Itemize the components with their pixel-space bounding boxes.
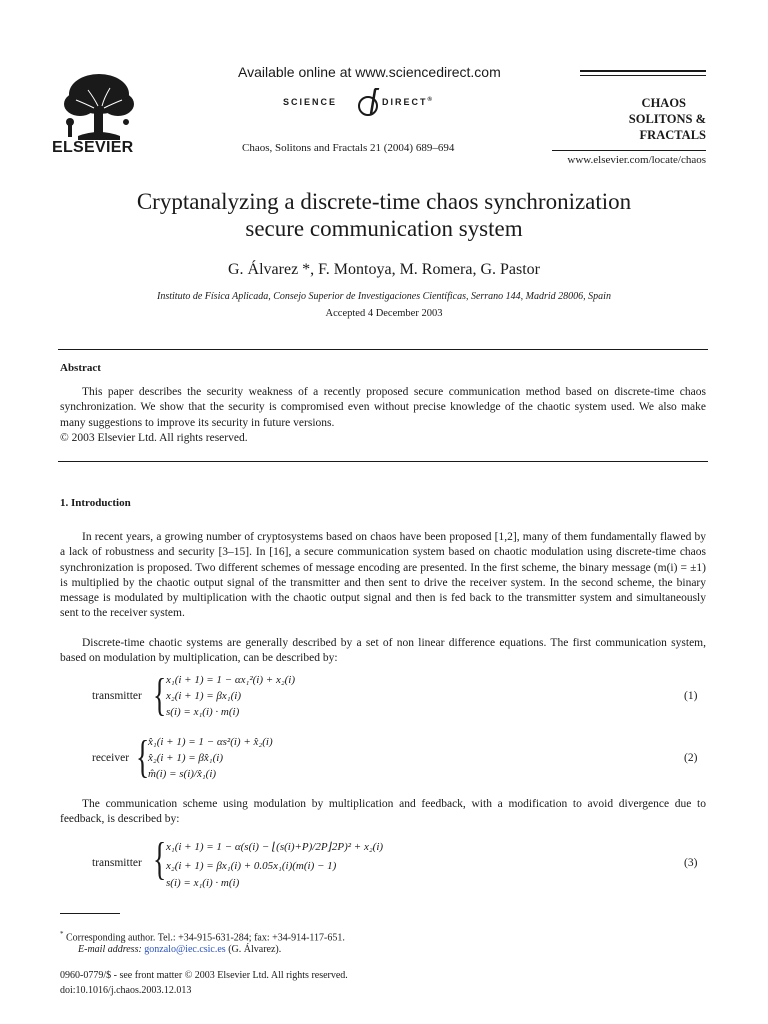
footnote-email-line: E-mail address: gonzalo@iec.csic.es (G. Álvarez). xyxy=(78,944,282,955)
sd-left-word: SCIENCE xyxy=(283,97,338,107)
issn-line: 0960-0779/$ - see front matter © 2003 Elsevier Ltd. All rights reserved. xyxy=(60,970,348,981)
email-link[interactable]: gonzalo@iec.csic.es xyxy=(144,944,226,955)
sciencedirect-logo xyxy=(283,92,443,116)
intro-paragraph-1: In recent years, a growing number of cryptosystems based on chaos have been proposed [1,2], many of them fundamentally flawed by a lack of robustness and security [3–15]. In [16], a secure communication system based on chaotic modulation using discrete-time chaos synchronization is proposed. Two different schemes of message encoding are presented. In the first scheme, the binary message (m(i) = ±1) is multiplied by the chaotic output signal of the transmitter and then sent to drive the receiver system. In the second scheme, the binary message is modulated by multiplication with the chaotic output signal and then is fed back to the transmitter system and simultaneously sent to the receiver system. xyxy=(60,531,706,620)
section-heading-introduction: 1. Introduction xyxy=(60,497,131,509)
equation-line: x₁(i + 1) = 1 − αx₁²(i) + x₂(i) xyxy=(166,674,296,686)
equation-brace: { xyxy=(153,833,167,884)
equation-label: transmitter xyxy=(92,690,142,702)
equation-line: x̂₂(i + 1) = βx̂₁(i) xyxy=(148,752,224,764)
journal-url[interactable]: www.elsevier.com/locate/chaos xyxy=(567,154,706,166)
equation-number: (3) xyxy=(684,857,698,869)
abstract-copyright: © 2003 Elsevier Ltd. All rights reserved. xyxy=(60,432,248,444)
header-rule-thin xyxy=(580,75,706,76)
footnote-marker: * xyxy=(60,930,64,938)
intro-paragraph-2: Discrete-time chaotic systems are generally described by a set of non linear difference equations. The first communication system, based on modulation by multiplication, can be described by: xyxy=(60,637,706,665)
footnote-rule xyxy=(60,913,120,914)
journal-name: CHAOS SOLITONS & FRACTALS xyxy=(628,96,706,142)
journal-citation: Chaos, Solitons and Fractals 21 (2004) 689–694 xyxy=(242,142,455,154)
url-rule xyxy=(552,150,706,151)
intro-paragraph-3: The communication scheme using modulation by multiplication and feedback, with a modification to avoid divergence due to feedback, is described by: xyxy=(60,798,706,826)
equation-line: m̂(i) = s(i)/x̂₁(i) xyxy=(148,768,217,780)
available-online-line: Available online at www.sciencedirect.com xyxy=(238,64,501,80)
abstract-text: This paper describes the security weakness of a recently proposed secure communication method based on discrete-time chaos synchronization. We show that the security is compromised even without precise knowledge of the chaotic system used. We also make many suggestions to improve its security in future versions. xyxy=(60,386,706,429)
publisher-name: ELSEVIER xyxy=(52,139,134,156)
equation-line: x̂₁(i + 1) = 1 − αs²(i) + x̂₂(i) xyxy=(148,736,273,748)
equation-line: s(i) = x₁(i) · m(i) xyxy=(166,877,240,889)
author-list: G. Álvarez *, F. Montoya, M. Romera, G. Pastor xyxy=(227,261,540,278)
sciencedirect-d-icon xyxy=(356,88,380,118)
divider-top xyxy=(58,349,708,350)
footnote-corresponding: * Corresponding author. Tel.: +34-915-631-284; fax: +34-914-117-651. xyxy=(60,930,345,944)
equation-line: x₂(i + 1) = βx₁(i) xyxy=(166,690,242,702)
affiliation: Instituto de Física Aplicada, Consejo Superior de Investigaciones Científicas, Serrano 144, Madrid 28006, Spain xyxy=(157,291,611,302)
sd-right-word: DIRECT® xyxy=(382,97,434,107)
equation-label: transmitter xyxy=(92,857,142,869)
equation-label: receiver xyxy=(92,752,130,764)
divider-bottom xyxy=(58,461,708,462)
header-rule xyxy=(580,70,706,72)
abstract-heading: Abstract xyxy=(60,362,101,374)
equation-line: s(i) = x₁(i) · m(i) xyxy=(166,706,240,718)
equation-brace: { xyxy=(153,669,167,720)
equation-line: x₁(i + 1) = 1 − α(s(i) − ⌊(s(i)+P)/2P⌋2P)² + x₂(i) xyxy=(166,841,384,853)
equation-brace: { xyxy=(136,731,150,782)
doi-line[interactable]: doi:10.1016/j.chaos.2003.12.013 xyxy=(60,985,192,996)
equation-number: (1) xyxy=(684,690,698,702)
equation-line: x₂(i + 1) = βx₁(i) + 0.05x₁(i)(m(i) − 1) xyxy=(166,860,337,872)
equation-number: (2) xyxy=(684,752,698,764)
accepted-date: Accepted 4 December 2003 xyxy=(325,308,443,319)
article-title: Cryptanalyzing a discrete-time chaos synchronization secure communication system xyxy=(136,189,632,241)
